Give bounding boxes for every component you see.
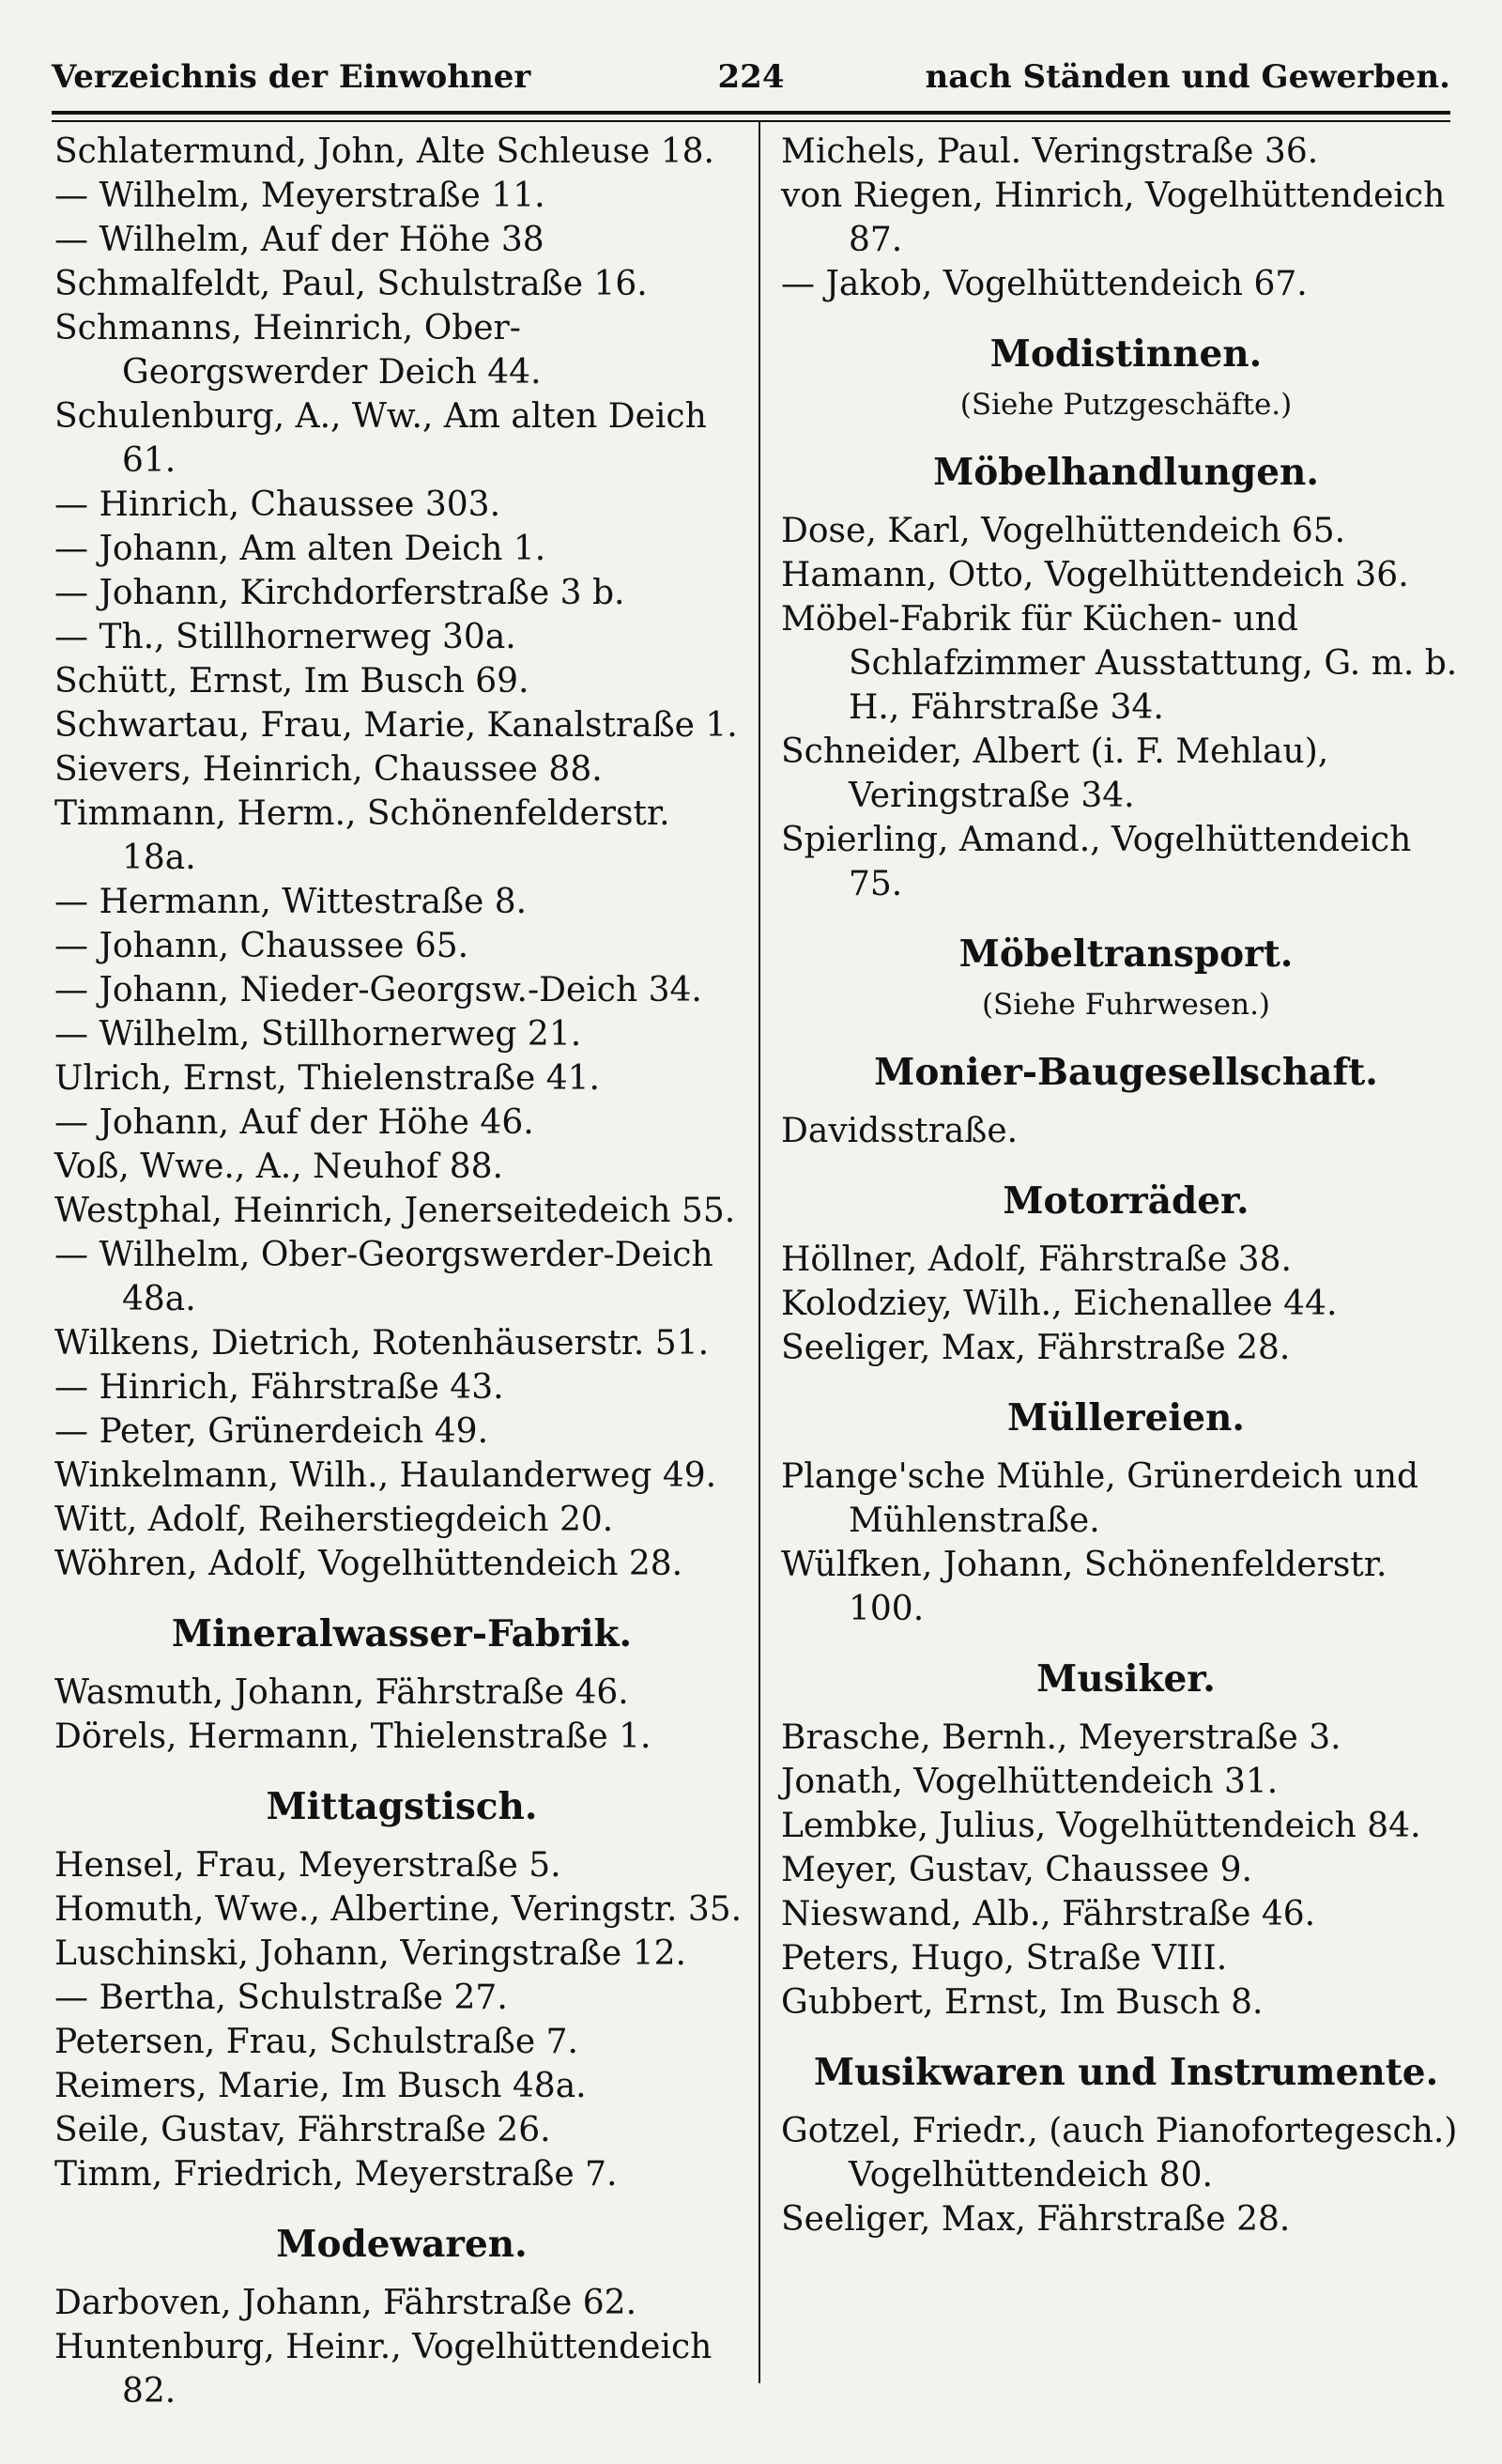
directory-entry: Schulenburg, A., Ww., Am alten Deich 61.: [54, 397, 707, 480]
directory-entry: — Hermann, Wittestraße 8.: [54, 883, 528, 921]
continued-entries-right: [781, 130, 1471, 306]
modewaren-entries: [54, 2281, 749, 2413]
section-heading-monier: Monier-Baugesellschaft.: [874, 1051, 1378, 1094]
directory-entry: — Peter, Grünerdeich 49.: [54, 1412, 489, 1451]
directory-entry: Michels, Paul. Veringstraße 36.: [781, 132, 1319, 171]
right-column: [781, 130, 1471, 2241]
directory-entry: Jonath, Vogelhüttendeich 31.: [781, 1763, 1279, 1801]
mineralwasser-entries: [54, 1671, 749, 1759]
directory-entry: Schütt, Ernst, Im Busch 69.: [54, 662, 529, 701]
header-left-title: Verzeichnis der Einwohner: [52, 58, 531, 96]
directory-entry: Möbel-Fabrik für Küchen- und Schlafzimmer Ausstattung, G. m. b. H., Fährstraße 34.: [781, 600, 1458, 727]
directory-entry: — Hinrich, Fährstraße 43.: [54, 1368, 504, 1407]
header-rule-thick: [52, 111, 1450, 115]
directory-entry: Brasche, Bernh., Meyerstraße 3.: [781, 1718, 1341, 1757]
section-heading-mineralwasser: Mineralwasser-Fabrik.: [171, 1612, 633, 1656]
directory-entry: — Th., Stillhornerweg 30a.: [54, 618, 516, 656]
directory-entry: Davidsstraße.: [781, 1112, 1019, 1150]
section-heading-modewaren: Modewaren.: [276, 2223, 528, 2266]
directory-entry: Gubbert, Ernst, Im Busch 8.: [781, 1983, 1264, 2022]
directory-entry: Nieswand, Alb., Fährstraße 46.: [781, 1895, 1316, 1933]
section-heading-motorraeder: Motorräder.: [1003, 1179, 1249, 1223]
directory-entry: Dörels, Hermann, Thielenstraße 1.: [54, 1717, 651, 1756]
directory-entry: Voß, Wwe., A., Neuhof 88.: [54, 1147, 503, 1186]
directory-entry: — Bertha, Schulstraße 27.: [54, 1979, 508, 2017]
header-right-title: nach Ständen und Gewerben.: [925, 58, 1450, 96]
page-header: [52, 58, 1450, 115]
directory-entry: Wülfken, Johann, Schönenfelderstr. 100.: [781, 1546, 1387, 1628]
section-heading-mittagstisch: Mittagstisch.: [266, 1785, 538, 1828]
directory-entry: Schwartau, Frau, Marie, Kanalstraße 1.: [54, 706, 738, 745]
directory-entry: Spierling, Amand., Vogelhüttendeich 75.: [781, 821, 1412, 903]
directory-entry: Darboven, Johann, Fährstraße 62.: [54, 2284, 637, 2322]
directory-entry: Reimers, Marie, Im Busch 48a.: [54, 2067, 587, 2105]
directory-entry: — Wilhelm, Ober-Georgswerder-Deich 48a.: [54, 1236, 713, 1318]
directory-entry: Petersen, Frau, Schulstraße 7.: [54, 2023, 578, 2061]
section-heading-moebelhandlungen: Möbelhandlungen.: [933, 451, 1319, 494]
directory-entry: Homuth, Wwe., Albertine, Veringstr. 35.: [54, 1890, 743, 1929]
directory-entry: Seeliger, Max, Fährstraße 28.: [781, 2200, 1291, 2239]
directory-entry: Timmann, Herm., Schönenfelderstr. 18a.: [54, 794, 670, 877]
directory-entry: Plange'sche Mühle, Grünerdeich und Mühlenstraße.: [781, 1457, 1419, 1540]
directory-entry: — Wilhelm, Meyerstraße 11.: [54, 177, 545, 215]
directory-entry: Luschinski, Johann, Veringstraße 12.: [54, 1934, 686, 1973]
directory-entry: Schlatermund, John, Alte Schleuse 18.: [54, 132, 714, 171]
directory-entry: Dose, Karl, Vogelhüttendeich 65.: [781, 512, 1346, 550]
motorraeder-entries: [781, 1238, 1471, 1370]
directory-entry: Witt, Adolf, Reiherstiegdeich 20.: [54, 1501, 614, 1539]
directory-entry: — Wilhelm, Stillhornerweg 21.: [54, 1015, 582, 1054]
muellereien-entries: [781, 1455, 1471, 1631]
directory-entry: von Riegen, Hinrich, Vogelhüttendeich 87.: [781, 177, 1446, 259]
directory-entry: Seeliger, Max, Fährstraße 28.: [781, 1329, 1291, 1367]
directory-entry: Ulrich, Ernst, Thielenstraße 41.: [54, 1059, 600, 1098]
directory-entry: Westphal, Heinrich, Jenerseitedeich 55.: [54, 1192, 736, 1230]
column-divider: [759, 120, 760, 2383]
directory-entry: Wasmuth, Johann, Fährstraße 46.: [54, 1673, 629, 1712]
page-number: 224: [717, 58, 785, 96]
directory-entry: — Jakob, Vogelhüttendeich 67.: [781, 265, 1308, 303]
moebelhandlungen-entries: [781, 509, 1471, 906]
directory-entry: Lembke, Julius, Vogelhüttendeich 84.: [781, 1807, 1421, 1845]
directory-entry: Schmalfeldt, Paul, Schulstraße 16.: [54, 265, 648, 303]
mittagstisch-entries: [54, 1843, 749, 2196]
header-rule-thin: [52, 120, 1450, 122]
directory-entry: Kolodziey, Wilh., Eichenallee 44.: [781, 1285, 1338, 1323]
directory-entry: Winkelmann, Wilh., Haulanderweg 49.: [54, 1456, 717, 1495]
cross-reference-modistinnen: (Siehe Putzgeschäfte.): [959, 388, 1293, 422]
section-heading-musiker: Musiker.: [1036, 1657, 1216, 1701]
section-heading-musikwaren: Musikwaren und Instrumente.: [813, 2051, 1439, 2094]
directory-entry: Schneider, Albert (i. F. Mehlau), Veringstraße 34.: [781, 732, 1329, 815]
directory-entry: Sievers, Heinrich, Chaussee 88.: [54, 750, 603, 789]
directory-entry: — Johann, Auf der Höhe 46.: [54, 1103, 534, 1142]
directory-entry: — Hinrich, Chaussee 303.: [54, 485, 501, 524]
directory-entry: Hensel, Frau, Meyerstraße 5.: [54, 1846, 561, 1885]
musikwaren-entries: [781, 2109, 1471, 2241]
directory-entry: Gotzel, Friedr., (auch Pianofortegesch.) Vogelhüttendeich 80.: [781, 2112, 1458, 2194]
directory-entry: — Johann, Kirchdorferstraße 3 b.: [54, 574, 625, 612]
continued-entries-left: [54, 130, 749, 1586]
directory-entry: Peters, Hugo, Straße VIII.: [781, 1939, 1228, 1978]
directory-entry: Höllner, Adolf, Fährstraße 38.: [781, 1240, 1292, 1279]
directory-entry: Schmanns, Heinrich, Ober-Georgswerder Deich 44.: [54, 309, 542, 392]
directory-entry: Meyer, Gustav, Chaussee 9.: [781, 1851, 1252, 1889]
cross-reference-moebeltransport: (Siehe Fuhrwesen.): [981, 988, 1271, 1022]
musiker-entries: [781, 1716, 1471, 2025]
monier-entries: [781, 1109, 1471, 1153]
directory-entry: Seile, Gustav, Fährstraße 26.: [54, 2111, 551, 2149]
directory-entry: — Wilhelm, Auf der Höhe 38: [54, 221, 544, 259]
section-heading-muellereien: Müllereien.: [1007, 1396, 1245, 1440]
directory-entry: Wilkens, Dietrich, Rotenhäuserstr. 51.: [54, 1324, 710, 1363]
left-column: [54, 130, 749, 2413]
directory-entry: Hamann, Otto, Vogelhüttendeich 36.: [781, 556, 1409, 594]
directory-entry: — Johann, Nieder-Georgsw.-Deich 34.: [54, 971, 702, 1009]
directory-entry: Wöhren, Adolf, Vogelhüttendeich 28.: [54, 1545, 683, 1583]
directory-entry: Huntenburg, Heinr., Vogelhüttendeich 82.: [54, 2328, 713, 2410]
directory-entry: Timm, Friedrich, Meyerstraße 7.: [54, 2155, 618, 2194]
section-heading-modistinnen: Modistinnen.: [989, 332, 1263, 376]
directory-entry: — Johann, Am alten Deich 1.: [54, 530, 546, 568]
directory-entry: — Johann, Chaussee 65.: [54, 927, 469, 965]
section-heading-moebeltransport: Möbeltransport.: [958, 932, 1294, 976]
